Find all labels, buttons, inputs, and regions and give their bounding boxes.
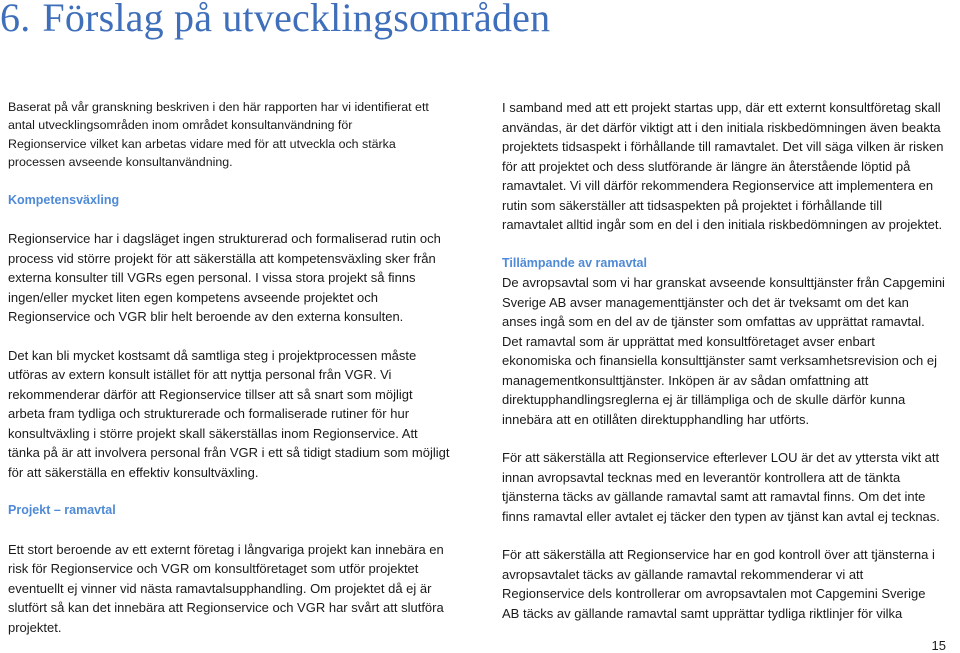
text-line: process vid större projekt för att säkerställa att kompetensväxling sker från (8, 250, 436, 266)
text-line: ingen/eller mycket liten egen kompetens avseende projektet och (8, 289, 378, 305)
left-column (8, 98, 464, 637)
text-line: anses ingå som en del av de tjänster som omfattas av upprättat ramavtal. (502, 314, 925, 329)
text-line: Ett stort beroende av ett externt företag i långvariga projekt kan innebära en (8, 541, 444, 557)
paragraph-kompetensvaxling-1 (8, 229, 464, 327)
text-line: För att säkerställa att Regionservice har en god kontroll över att tjänsterna i (502, 547, 935, 562)
text-line: utföras av extern konsult istället för att nyttja personal från VGR. Vi (8, 367, 392, 383)
text-line: ramavtalet alltid ingår som en del i den initiala riskbedömningen av projektet. (502, 217, 943, 232)
section-number: 6. (0, 0, 31, 40)
heading-tillampande-av-ramavtal: Tillämpande av ramavtal (502, 255, 647, 270)
paragraph-avropsavtal (502, 273, 954, 429)
text-line: innan avropsavtal tecknas med en leverantör kontrollera att de tänkta (502, 469, 901, 485)
section-title: Förslag på utvecklingsområden (42, 0, 551, 40)
text-line: Det ramavtal som är upprättat med konsultföretaget avser enbart (502, 333, 875, 349)
text-line: antal utvecklingsområden inom området konsultanvändning för (8, 118, 353, 133)
text-line: Regionservice och VGR blir helt beroende av den externa konsulten. (8, 309, 404, 325)
paragraph-lou (502, 448, 954, 526)
text-line: Regionservice dels kontrollerar om avropsavtalen mot Capgemini Sverige (502, 586, 926, 601)
text-line: rekommenderar därför att Regionservice tillser att så snart som möjligt (8, 386, 413, 402)
text-line: I samband med att ett projekt startas upp, där ett externt konsultföretag skall (502, 100, 941, 115)
text-line: processen avseende konsultanvändning. (8, 155, 233, 170)
text-line: projektet. (8, 619, 62, 635)
text-line: För att säkerställa att Regionservice efterlever LOU är det av yttersta vikt att (502, 450, 940, 465)
page-number: 15 (931, 638, 946, 653)
heading-projekt-ramavtal: Projekt – ramavtal (8, 503, 116, 518)
text-line: Det kan bli mycket kostsamt då samtliga steg i projektprocessen måste (8, 347, 417, 363)
text-line: eventuellt ej vinner vid nästa ramavtalsupphandling. Om projektet då ej är (8, 580, 432, 596)
text-line: innebära att en otillåten direktupphandling har utförts. (502, 411, 810, 427)
text-line: användas, är det därför viktigt att i den initiala riskbedömningen även beakta (502, 119, 941, 135)
text-line: avropsavtalet täcks av gällande ramavtal rekommenderar vi att (502, 566, 864, 582)
text-line: externa konsulter till VGRs egen personal. I vissa stora projekt så finns (8, 270, 416, 286)
text-line: Baserat på vår granskning beskriven i den här rapporten har vi identifierat ett (8, 100, 429, 114)
text-line: för att säkerställa en effektiv konsultväxling. (8, 464, 259, 480)
paragraph-kontroll (502, 545, 954, 623)
text-line: risk för Regionservice och VGR om konsultföretaget som utför projektet (8, 561, 419, 577)
paragraph-kompetensvaxling-2 (8, 346, 464, 483)
text-line: projektets tidsaspekt i förhållande till ramavtalet. Det vill säga vilken är risken (502, 139, 944, 154)
text-line: managementkonsulttjänster. Inköpen är av sådan omfattning att (502, 372, 869, 388)
text-line: ramavtalet. Vi vill därför rekommendera Regionservice att implementera en (502, 178, 934, 193)
text-line: AB täcks av gällande ramavtal samt upprättar tydliga riktlinjer för vilka (502, 605, 903, 621)
text-line: Sverige AB avser managementtjänster och det är tveksamt om det kan (502, 294, 909, 310)
text-line: Regionservice vilket kan arbetas vidare med för att utveckla och stärka (8, 136, 396, 151)
text-line: direktupphandlingsreglerna ej är tillämpliga och de skulle därför kunna (502, 392, 906, 407)
heading-kompetensvaxling: Kompetensväxling (8, 192, 120, 207)
page-title (0, 0, 550, 41)
text-line: Regionservice har i dagsläget ingen strukturerad och formaliserad rutin och (8, 231, 441, 247)
text-line: konsultväxling i större projekt skall säkerställas inom Regionservice. Att (8, 425, 418, 441)
intro-paragraph (8, 98, 464, 172)
text-line: ekonomiska och finansiella konsulttjänster samt verksamhetsrevision och ej (502, 353, 937, 368)
text-line: slutfört så kan det innebära att Regionservice och VGR har svårt att slutföra (8, 600, 444, 616)
text-line: rutin som säkerställer att tidsaspekten på projektet i förhållande till (502, 197, 883, 213)
paragraph-riskbedomning (502, 98, 954, 235)
text-line: tjänsterna täcks av gällande ramavtal samt att ramavtal finns. Om det inte (502, 489, 926, 504)
paragraph-projekt-ramavtal (8, 540, 464, 638)
text-line: för att projektet och dess slutförande är längre än återstående löptid på (502, 158, 911, 174)
text-line: De avropsavtal som vi har granskat avseende konsulttjänster från Capgemini (502, 275, 945, 290)
right-column (502, 98, 954, 623)
text-line: finns ramavtal eller avtalet ej täcker den typen av tjänst kan avtal ej tecknas. (502, 508, 940, 524)
text-line: arbeta fram tydliga och strukturerade och formaliserade rutiner för hur (8, 406, 410, 422)
text-line: tänka på är att involvera personal från VGR i ett så tidigt stadium som möjligt (8, 445, 450, 461)
